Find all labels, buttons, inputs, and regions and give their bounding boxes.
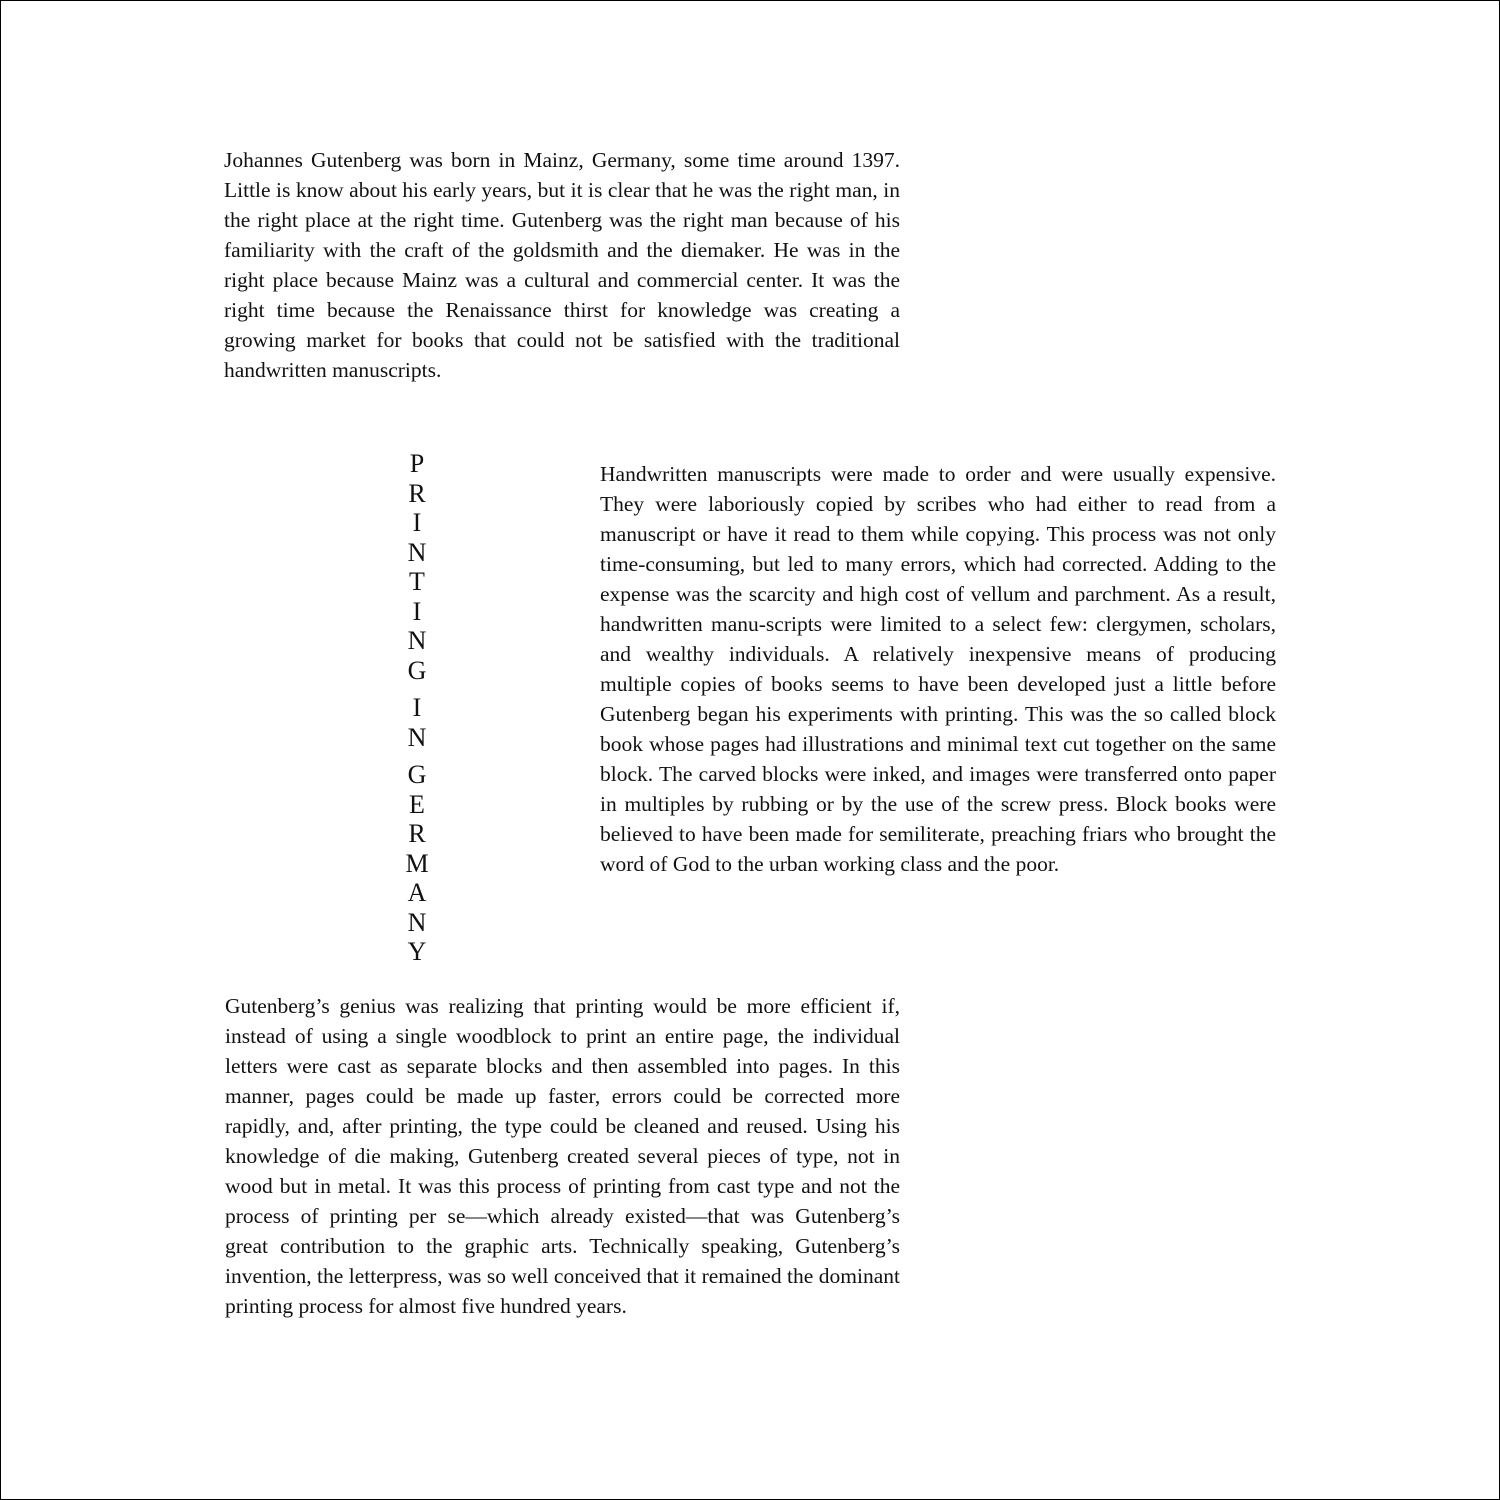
- title-letter: G: [407, 655, 427, 685]
- title-letter: N: [407, 626, 427, 655]
- title-letter: Y: [407, 937, 427, 966]
- paragraph-manuscripts: Handwritten manuscripts were made to order and were usually expensive. They were laboriously copied by scribes who had either to read from a manuscript or have it read to them while copying. This process was not only time-consuming, but led to many errors, which had corrected. Adding to the expense was the scarcity and high cost of vellum and parchment. As a result, handwritten manu-scripts were limited to a select few: clergymen, scholars, and wealthy individuals. A relatively inexpensive means of producing multiple copies of books seems to have been developed just a little before Gutenberg began his experiments with printing. This was the so called block book whose pages had illustrations and minimal text cut together on the same block. The carved blocks were inked, and images were transferred onto paper in multiples by rubbing or by the use of the screw press. Block books were believed to have been made for semiliterate, preaching friars who brought the word of God to the urban working class and the poor.: [600, 462, 1276, 876]
- title-word: [393, 693, 441, 752]
- title-letter: I: [412, 693, 422, 722]
- title-letter: P: [409, 449, 425, 478]
- title-letter: N: [407, 722, 427, 752]
- title-letter: G: [407, 760, 427, 789]
- title-word: [393, 449, 441, 685]
- paragraph-genius: Gutenberg’s genius was realizing that printing would be more efficient if, instead of using a single woodblock to print an entire page, the individual letters were cast as separate blocks and then assembled into pages. In this manner, pages could be made up faster, errors could be corrected more rapidly, and, after printing, the type could be cleaned and reused. Using his knowledge of die making, Gutenberg created several pieces of type, not in wood but in metal. It was this process of printing from cast type and not the process of printing per se—which already existed—that was Gutenberg’s great contribution to the graphic arts. Technically speaking, Gutenberg’s invention, the letterpress, was so well conceived that it remained the dominant printing process for almost five hundred years.: [225, 994, 900, 1318]
- title-letter: I: [412, 596, 422, 626]
- title-letter: R: [408, 478, 426, 508]
- title-letter: M: [405, 848, 429, 878]
- title-letter: E: [409, 789, 425, 819]
- title-letter: N: [407, 907, 427, 937]
- title-letter: R: [408, 819, 426, 848]
- vertical-title: [393, 449, 441, 967]
- title-letter: I: [412, 508, 422, 537]
- title-letter: A: [407, 878, 427, 907]
- title-word: [393, 760, 441, 967]
- title-letter: T: [409, 567, 425, 596]
- title-letter: N: [407, 537, 427, 567]
- paragraph-intro: Johannes Gutenberg was born in Mainz, Germany, some time around 1397. Little is know about his early years, but it is clear that he was the right man, in the right place at the right time. Gutenberg was the right man because of his familiarity with the craft of the goldsmith and the diemaker. He was in the right place because Mainz was a cultural and commercial center. It was the right time because the Renaissance thirst for knowledge was creating a growing market for books that could not be satisfied with the traditional handwritten manuscripts.: [224, 148, 900, 382]
